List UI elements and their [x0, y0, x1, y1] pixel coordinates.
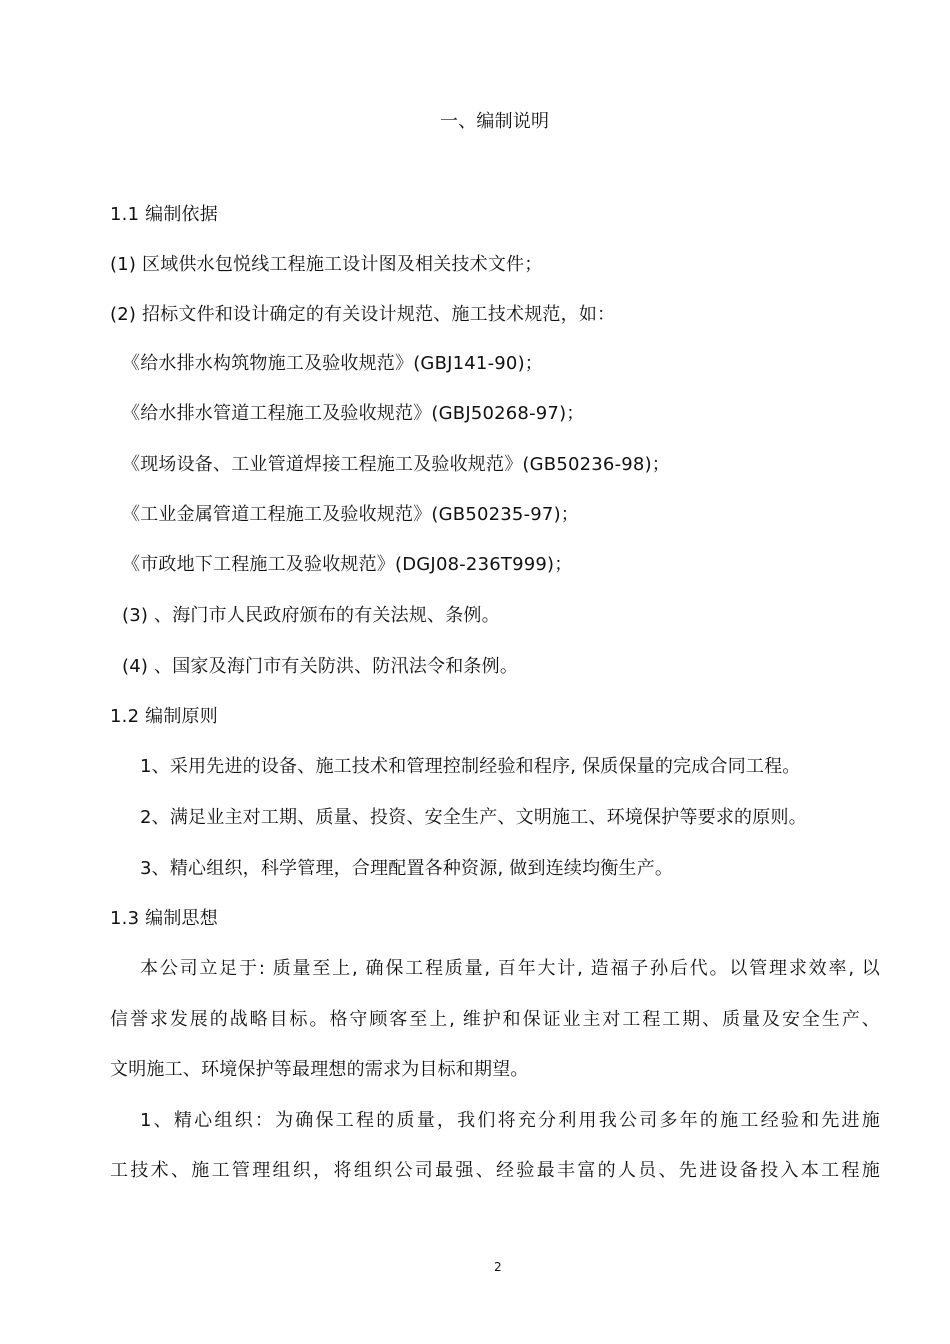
section-heading-1-1: 1.1 编制依据: [110, 204, 218, 225]
principle-item-2: 2、满足业主对工期、质量、投资、安全生产、文明施工、环境保护等要求的原则。: [140, 807, 807, 828]
philosophy-line-1: 本公司立足于: 质量至上, 确保工程质量, 百年大计, 造福子孙后代。以管理求效率, 以: [140, 958, 880, 979]
standard-item-1: 《给水排水构筑物施工及验收规范》(GBJ141-90)；: [122, 353, 544, 374]
page-title: 一、编制说明: [440, 111, 550, 132]
section-heading-1-2: 1.2 编制原则: [110, 706, 218, 727]
section-heading-1-3: 1.3 编制思想: [110, 908, 218, 929]
standard-item-5: 《市政地下工程施工及验收规范》(DGJ08-236T999)；: [122, 554, 573, 575]
philosophy-line-3: 文明施工、环境保护等最理想的需求为目标和期望。: [110, 1059, 529, 1080]
principle-item-1: 1、采用先进的设备、施工技术和管理控制经验和程序, 保质保量的完成合同工程。: [140, 756, 801, 777]
philosophy-line-2: 信誉求发展的战略目标。格守顾客至上, 维护和保证业主对工程工期、质量及安全生产、: [110, 1009, 880, 1030]
standard-item-4: 《工业金属管道工程施工及验收规范》(GB50235-97)；: [122, 504, 579, 525]
careful-organization-line-2: 工技术、施工管理组织，将组织公司最强、经验最丰富的人员、先进设备投入本工程施: [110, 1160, 880, 1181]
page-number: 2: [494, 1260, 502, 1274]
basis-item-1: (1) 区域供水包悦线工程施工设计图及相关技术文件；: [110, 254, 543, 275]
standard-item-3: 《现场设备、工业管道焊接工程施工及验收规范》(GB50236-98)；: [122, 454, 670, 475]
basis-item-3: (3) 、海门市人民政府颁布的有关法规、条例。: [122, 605, 500, 626]
careful-organization-line-1: 1、精心组织：为确保工程的质量，我们将充分利用我公司多年的施工经验和先进施: [140, 1110, 880, 1131]
principle-item-3: 3、精心组织，科学管理，合理配置各种资源, 做到连续均衡生产。: [140, 858, 674, 879]
basis-item-2: (2) 招标文件和设计确定的有关设计规范、施工技术规范，如：: [110, 304, 616, 325]
basis-item-4: (4) 、国家及海门市有关防洪、防汛法令和条例。: [122, 656, 519, 677]
standard-item-2: 《给水排水管道工程施工及验收规范》(GBJ50268-97)；: [122, 403, 585, 424]
